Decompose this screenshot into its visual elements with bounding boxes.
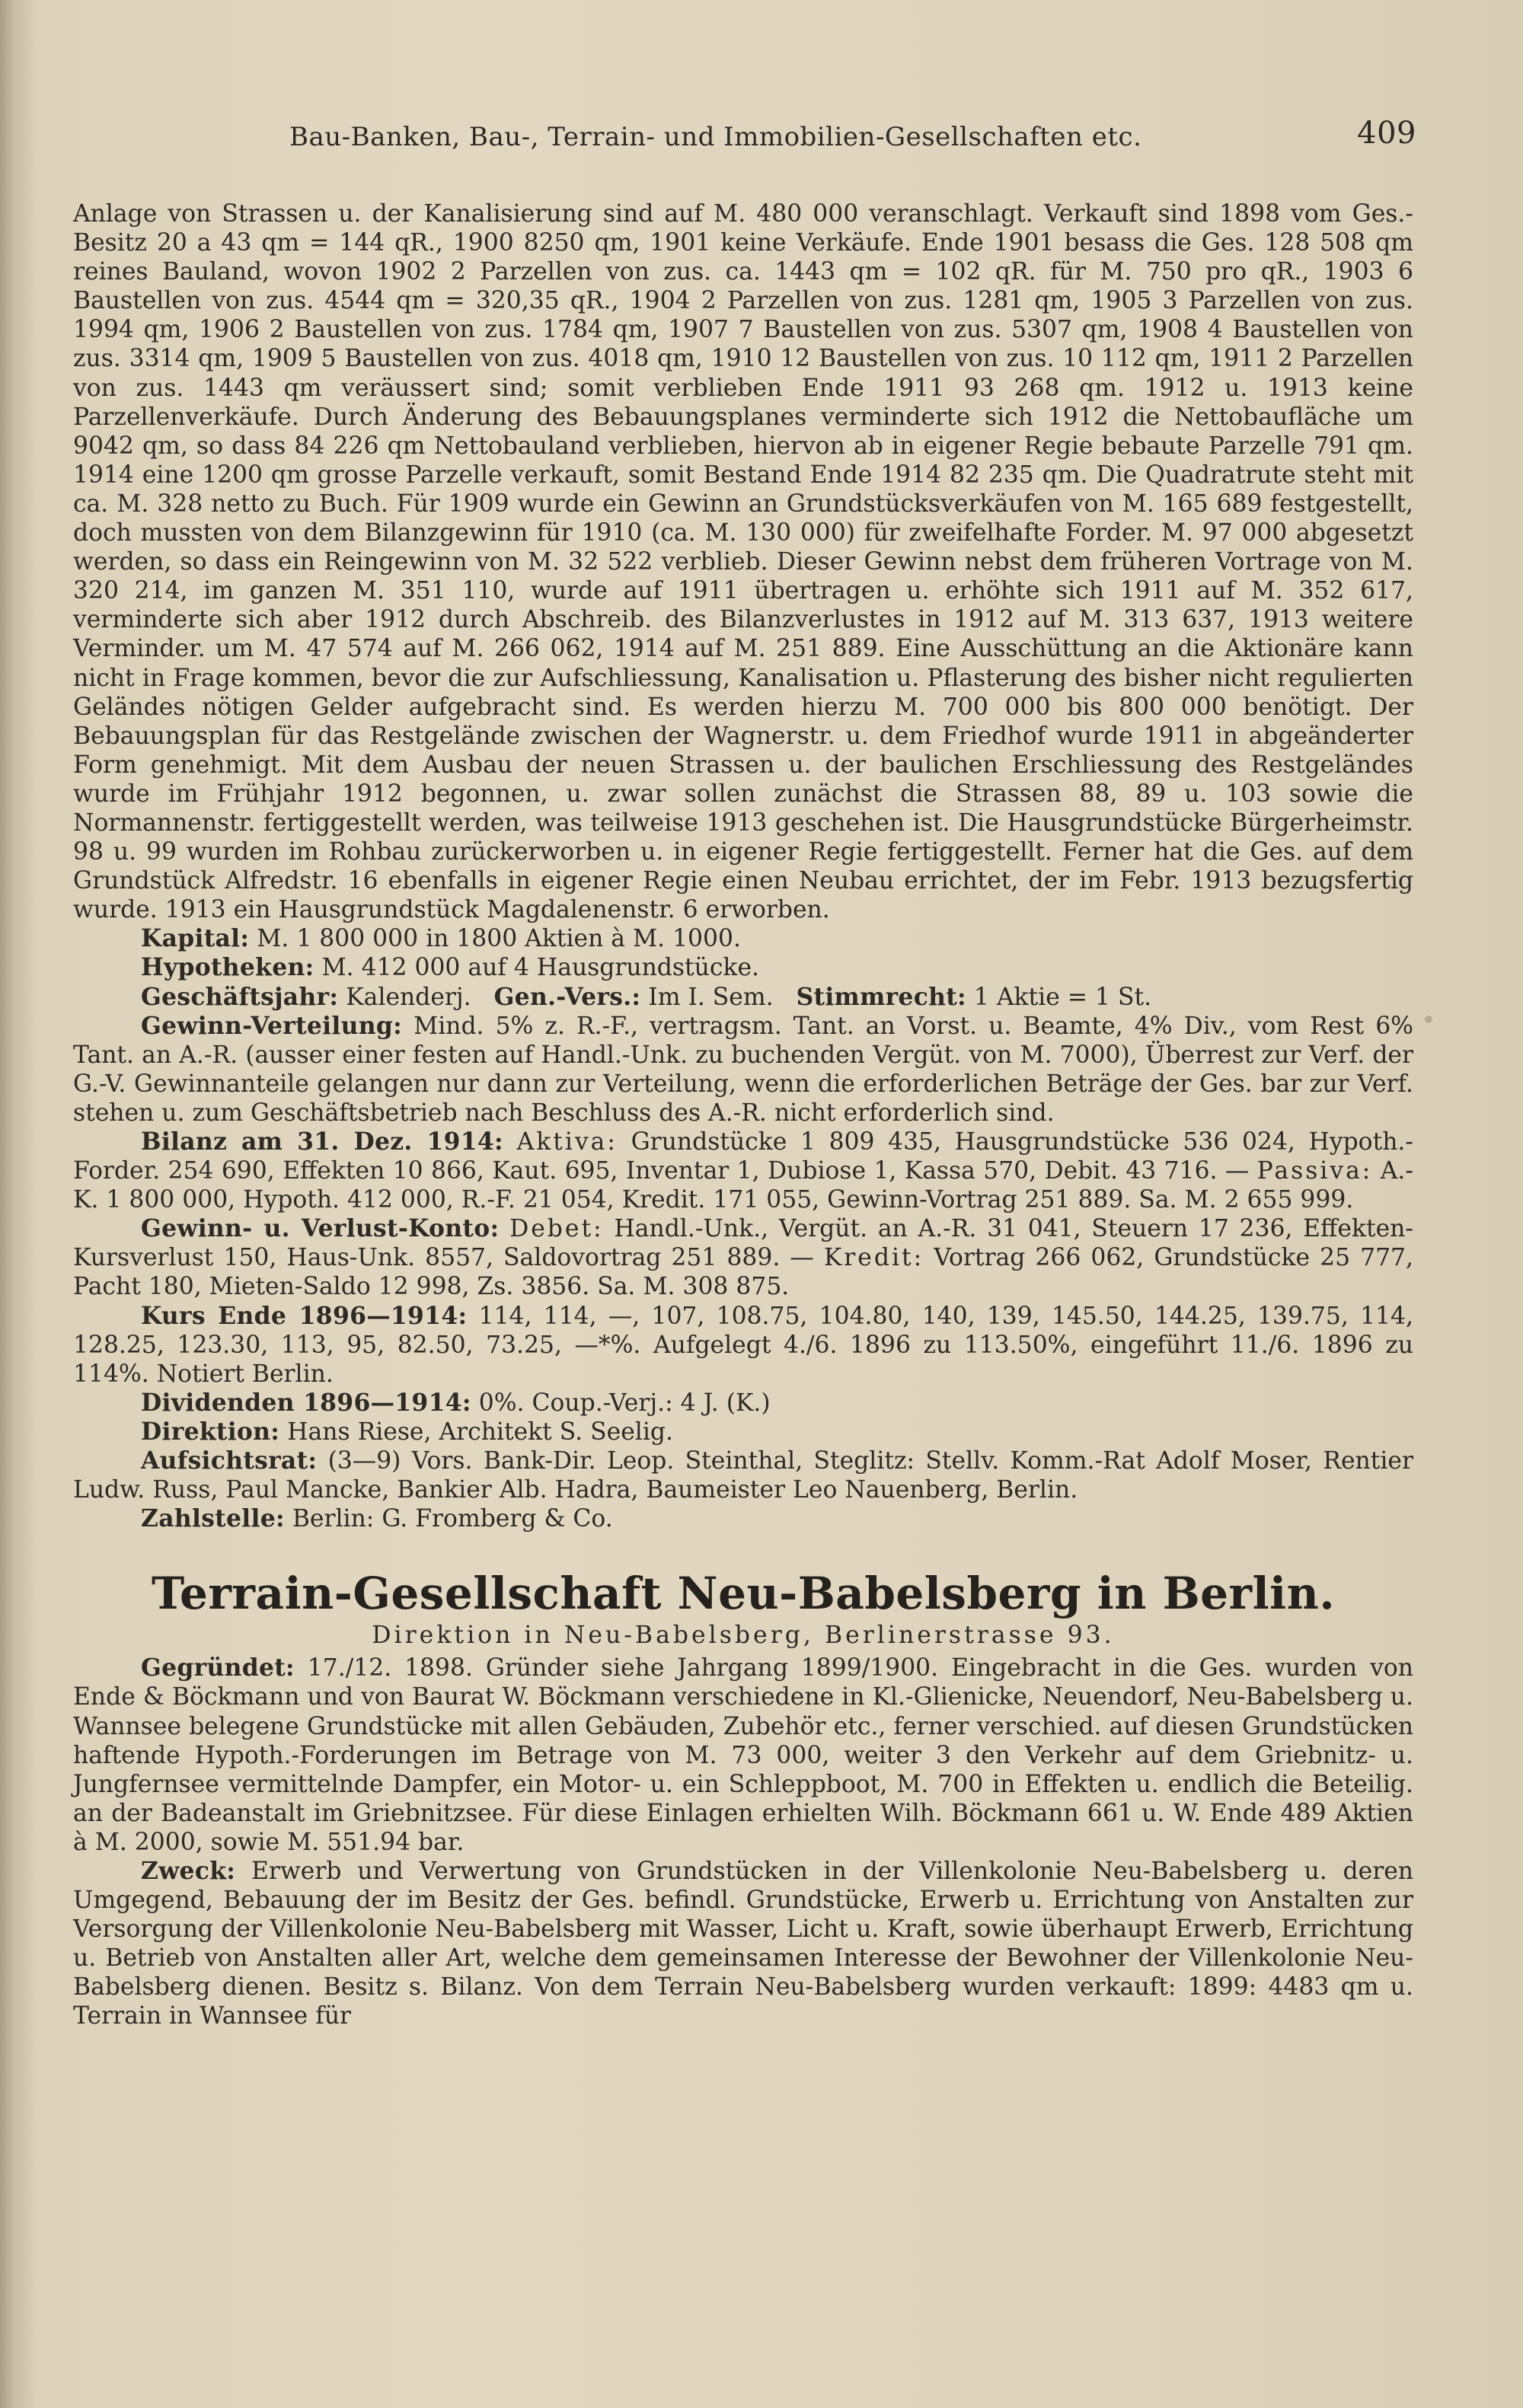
geschaeftsjahr-entry — [73, 983, 1413, 1012]
page-body — [73, 199, 1413, 2031]
running-header — [289, 114, 1416, 160]
bilanz-entry — [73, 1127, 1413, 1214]
hypotheken-entry — [73, 953, 1413, 982]
continued-paragraph: Anlage von Strassen u. der Kanalisierung sind auf M. 480 000 veranschlagt. Verkauft sind 1898 vom Ges.-Besitz 20 a 43 qm = 144 qR., 1900 8250 qm, 1901 keine Verkäufe. Ende 1901 besass die Ges. 128 508 qm reines Bauland, wovon 1902 2 Parzellen von zus. ca. 1443 qm = 102 qR. für M. 750 pro qR., 1903 6 Baustellen von zus. 4544 qm = 320,35 qR., 1904 2 Parzellen von zus. 1281 qm, 1905 3 Parzellen von zus. 1994 qm, 1906 2 Baustellen von zus. 1784 qm, 1907 7 Baustellen von zus. 5307 qm, 1908 4 Baustellen von zus. 3314 qm, 1909 5 Baustellen von zus. 4018 qm, 1910 12 Baustellen von zus. 10 112 qm, 1911 2 Parzellen von zus. 1443 qm veräussert sind; somit verblieben Ende 1911 93 268 qm. 1912 u. 1913 keine Parzellenverkäufe. Durch Änderung des Bebauungsplanes verminderte sich 1912 die Nettobaufläche um 9042 qm, so dass 84 226 qm Nettobauland verblieben, hiervon ab in eigener Regie bebaute Parzelle 791 qm. 1914 eine 1200 qm grosse Parzelle verkauft, somit Bestand Ende 1914 82 235 qm. Die Quadratrute steht mit ca. M. 328 netto zu Buch. Für 1909 wurde ein Gewinn an Grundstücksverkäufen von M. 165 689 festgestellt, doch mussten von dem Bilanzgewinn für 1910 (ca. M. 130 000) für zweifelhafte Forder. M. 97 000 abgesetzt werden, so dass ein Reingewinn von M. 32 522 verblieb. Dieser Gewinn nebst dem früheren Vortrage von M. 320 214, im ganzen M. 351 110, wurde auf 1911 übertragen u. erhöhte sich 1911 auf M. 352 617, verminderte sich aber 1912 durch Abschreib. des Bilanzverlustes in 1912 auf M. 313 637, 1913 weitere Verminder. um M. 47 574 auf M. 266 062, 1914 auf M. 251 889. Eine Ausschüttung an die Aktionäre kann nicht in Frage kommen, bevor die zur Aufschliessung, Kanalisation u. Pflasterung des bisher nicht regulierten Geländes nötigen Gelder aufgebracht sind. Es werden hierzu M. 700 000 bis 800 000 benötigt. Der Bebauungsplan für das Restgelände zwischen der Wagnerstr. u. dem Friedhof wurde 1911 in abgeänderter Form genehmigt. Mit dem Ausbau der neuen Strassen u. der baulichen Erschliessung des Restgeländes wurde im Frühjahr 1912 begonnen, u. zwar sollen zunächst die Strassen 88, 89 u. 103 sowie die Normannenstr. fertiggestellt werden, was teilweise 1913 geschehen ist. Die Hausgrundstücke Bürgerheimstr. 98 u. 99 wurden im Rohbau zurückerworben u. in eigener Regie fertiggestellt. Ferner hat die Ges. auf dem Grundstück Alfredstr. 16 ebenfalls in eigener Regie einen Neubau errichtet, der im Febr. 1913 bezugsfertig wurde. 1913 ein Hausgrundstück Magdalenenstr. 6 erworben. — [73, 200, 1413, 924]
aktiva-label: Aktiva: — [516, 1128, 618, 1156]
passiva-label: Passiva: — [1256, 1157, 1373, 1185]
dividenden-text: 0%. Coup.-Verj.: 4 J. (K.) — [478, 1389, 771, 1417]
aufsichtsrat-entry — [73, 1446, 1413, 1504]
company-subtitle: Direktion in Neu-Babelsberg, Berlinerstrasse 93. — [372, 1622, 1115, 1650]
gewinnverteilung-text: Mind. 5% z. R.-F., vertragsm. Tant. an Vorst. u. Beamte, 4% Div., vom Rest 6% Tant. an A.-R. (ausser einer festen auf Handl.-Unk. zu buchenden Vergüt. von M. 7000), Überrest zur Verf. der G.-V. Gewinnanteile gelangen nur dann zur Verteilung, wenn die erforderlichen Beträge der Ges. bar zur Verf. stehen u. zum Geschäftsbetrieb nach Beschluss des A.-R. nicht erforderlich sind. — [73, 1012, 1413, 1127]
zweck-entry — [73, 1857, 1413, 2031]
stimmrecht-label: Stimmrecht: — [796, 983, 966, 1011]
stimmrecht-text: 1 Aktie = 1 St. — [973, 983, 1152, 1011]
bilanz-label: Bilanz am 31. Dez. 1914: — [141, 1128, 503, 1156]
kurs-label: Kurs Ende 1896—1914: — [141, 1302, 468, 1330]
kapital-label: Kapital: — [141, 925, 250, 953]
direktion-text: Hans Riese, Architekt S. Seelig. — [287, 1418, 673, 1446]
direktion-label: Direktion: — [141, 1418, 280, 1446]
gv-label: Gen.-Vers.: — [493, 983, 641, 1011]
zahlstelle-label: Zahlstelle: — [141, 1505, 285, 1533]
aufsichtsrat-text: (3—9) Vors. Bank-Dir. Leop. Steinthal, Steglitz: Stellv. Komm.-Rat Adolf Moser, Rentier Ludw. Russ, Paul Mancke, Bankier Alb. Hadra, Baumeister Leo Nauenberg, Berlin. — [73, 1447, 1414, 1504]
passiva-text: A.-K. 1 800 000, Hypoth. 412 000, R.-F. 21 054, Kredit. 171 055, Gewinn-Vortrag 251 889. Sa. M. 2 655 999. — [73, 1157, 1414, 1214]
gewinnverteilung-entry — [73, 1012, 1413, 1127]
kredit-text: Vortrag 266 062, Grundstücke 25 777, Pacht 180, Mieten-Saldo 12 998, Zs. 3856. Sa. M. 308 875. — [73, 1244, 1413, 1301]
company-title: Terrain-Gesellschaft Neu-Babelsberg in Berlin. — [151, 1568, 1336, 1620]
gv-text: Im I. Sem. — [648, 983, 774, 1011]
zweck-label: Zweck: — [141, 1857, 236, 1885]
dividenden-label: Dividenden 1896—1914: — [141, 1389, 471, 1417]
dividenden-entry — [73, 1389, 1413, 1418]
gj-text: Kalenderj. — [346, 983, 471, 1011]
kurs-entry — [73, 1302, 1413, 1389]
debet-label: Debet: — [509, 1215, 604, 1243]
gegruendet-label: Gegründet: — [141, 1654, 295, 1682]
aufsichtsrat-label: Aufsichtsrat: — [141, 1447, 318, 1475]
zahlstelle-text: Berlin: G. Fromberg & Co. — [292, 1505, 613, 1533]
header-title: Bau-Banken, Bau-, Terrain- und Immobilien-Gesellschaften etc. — [289, 122, 1142, 152]
debet-text: Handl.-Unk., Vergüt. an A.-R. 31 041, Steuern 17 236, Effekten-Kursverlust 150, Haus-Unk. 8557, Saldovortrag 251 889. — — [73, 1215, 1413, 1272]
kapital-text: M. 1 800 000 in 1800 Aktien à M. 1000. — [257, 925, 741, 953]
gegruendet-entry — [73, 1654, 1413, 1857]
zweck-text: Erwerb und Verwertung von Grundstücken in der Villenkolonie Neu-Babelsberg u. deren Umgegend, Bebauung der im Besitz der Ges. befindl. Grundstücke, Erwerb u. Errichtung von Anstalten zur Versorgung der Villenkolonie Neu-Babelsberg mit Wasser, Licht u. Kraft, sowie überhaupt Erwerb, Errichtung u. Betrieb von Anstalten aller Art, welche dem gemeinsamen Interesse der Bewohner der Villenkolonie Neu-Babelsberg dienen. Besitz s. Bilanz. Von dem Terrain Neu-Babelsberg wurden verkauft: 1899: 4483 qm u. Terrain in Wannsee für — [73, 1857, 1413, 2030]
aktiva-text: Grundstücke 1 809 435, Hausgrundstücke 536 024, Hypoth.-Forder. 254 690, Effekten 10 866, Kaut. 695, Inventar 1, Dubiose 1, Kassa 570, Debit. 43 716. — — [73, 1128, 1413, 1185]
hypotheken-label: Hypotheken: — [141, 954, 314, 982]
gj-label: Geschäftsjahr: — [141, 983, 339, 1011]
kurs-text: 114, 114, —, 107, 108.75, 104.80, 140, 139, 145.50, 144.25, 139.75, 114, 128.25, 123.30, 113, 95, 82.50, 73.25, —*%. Aufgelegt 4./6. 1896 zu 113.50%, eingeführt 11./6. 1896 zu 114%. Notiert Berlin. — [73, 1302, 1413, 1388]
hypotheken-text: M. 412 000 auf 4 Hausgrundstücke. — [321, 954, 760, 982]
zahlstelle-entry — [73, 1504, 1413, 1533]
guv-entry — [73, 1214, 1413, 1301]
kapital-entry — [73, 924, 1413, 953]
paper-speck — [1425, 1016, 1432, 1023]
guv-label: Gewinn- u. Verlust-Konto: — [141, 1215, 500, 1243]
gegruendet-text: 17./12. 1898. Gründer siehe Jahrgang 1899/1900. Eingebracht in die Ges. wurden von Ende & Böckmann und von Baurat W. Böckmann verschiedene in Kl.-Glienicke, Neuendorf, Neu-Babelsberg u. Wannsee belegene Grundstücke mit allen Gebäuden, Zubehör etc., ferner verschied. auf diesen Grundstücken haftende Hypoth.-Forderungen im Betrage von M. 73 000, weiter 3 den Verkehr auf dem Griebnitz- u. Jungfernsee vermittelnde Dampfer, ein Motor- u. ein Schleppboot, M. 700 in Effekten u. endlich die Beteilig. an der Badeanstalt im Griebnitzsee. Für diese Einlagen erhielten Wilh. Böckmann 661 u. W. Ende 489 Aktien à M. 2000, sowie M. 551.94 bar. — [73, 1654, 1413, 1856]
page-number: 409 — [1357, 116, 1416, 151]
gewinnverteilung-label: Gewinn-Verteilung: — [141, 1012, 403, 1040]
direktion-entry — [73, 1418, 1413, 1446]
kredit-label: Kredit: — [823, 1244, 924, 1272]
